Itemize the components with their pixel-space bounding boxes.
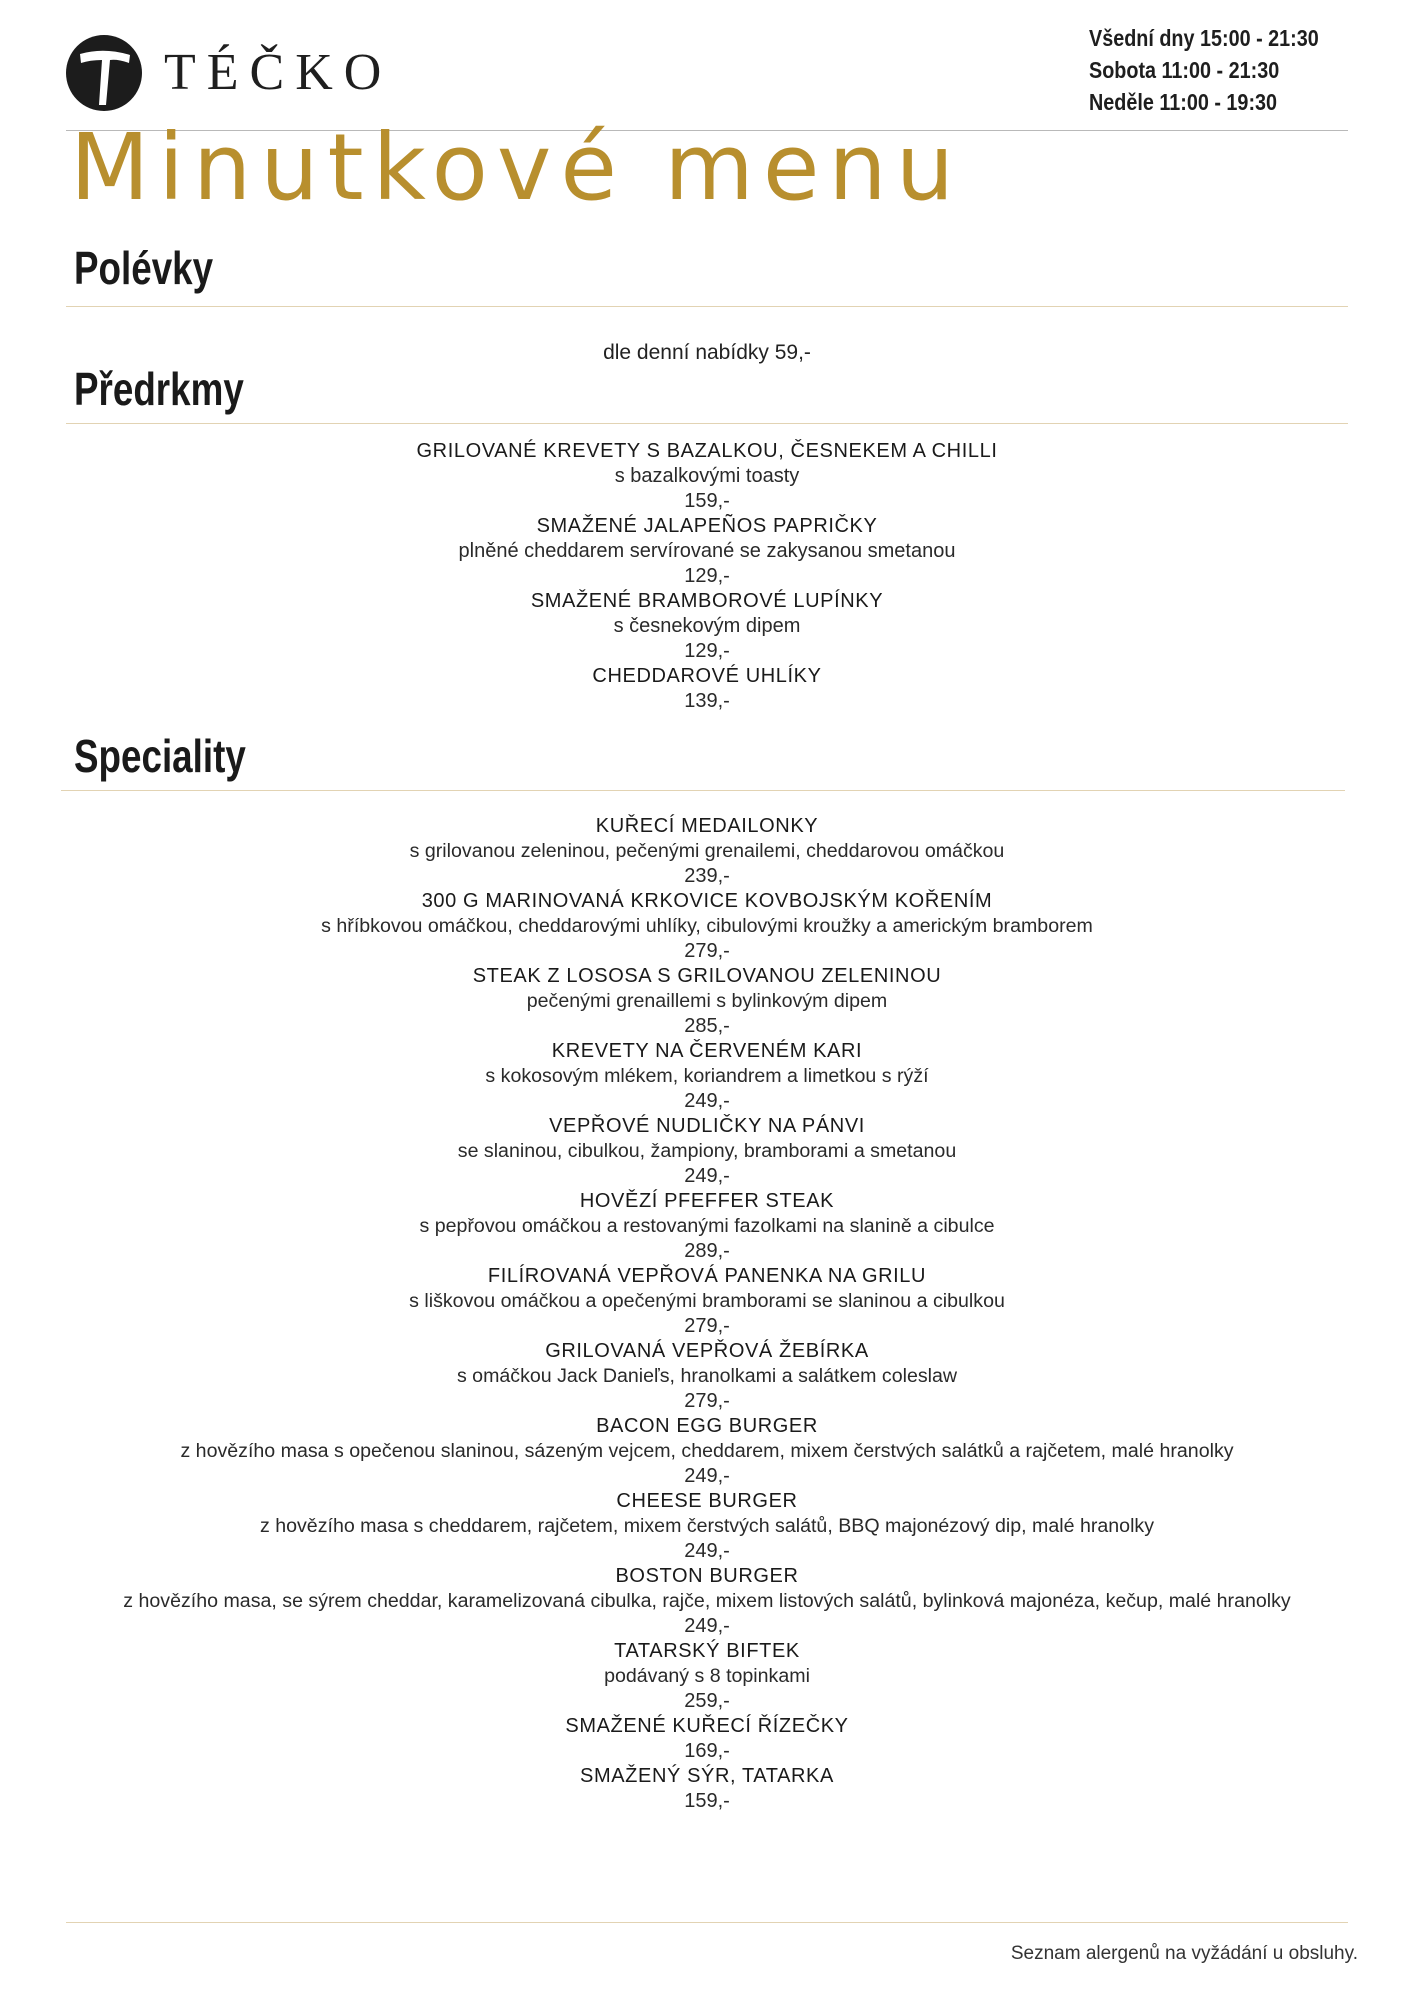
section-heading-soups: Polévky	[74, 242, 214, 294]
item-name: CHEESE BURGER	[616, 1490, 798, 1512]
item-name: STEAK Z LOSOSA S GRILOVANOU ZELENINOU	[472, 965, 942, 987]
item-description: podávaný s 8 topinkami	[604, 1665, 810, 1687]
list-item	[50, 1764, 1364, 1814]
specials-divider	[61, 790, 1345, 791]
opening-hours	[1089, 22, 1356, 118]
item-price: 169,-	[684, 1740, 730, 1762]
list-item	[50, 1189, 1364, 1264]
item-price: 129,-	[684, 565, 730, 587]
item-name: 300 G MARINOVANÁ KRKOVICE KOVBOJSKÝM KOŘENÍM	[421, 890, 993, 912]
item-description: z hovězího masa s cheddarem, rajčetem, mixem čerstvých salátů, BBQ majonézový dip, malé hranolky	[259, 1515, 1155, 1537]
item-name: KREVETY NA ČERVENÉM KARI	[551, 1040, 863, 1062]
item-description: z hovězího masa s opečenou slaninou, sázeným vejcem, cheddarem, mixem čerstvých salátků a rajčetem, malé hranolky	[180, 1440, 1234, 1462]
item-price: 249,-	[684, 1165, 730, 1187]
item-price: 259,-	[684, 1690, 730, 1712]
item-description: s česnekovým dipem	[613, 615, 801, 637]
list-item	[50, 1414, 1364, 1489]
item-description: z hovězího masa, se sýrem cheddar, karamelizovaná cibulka, rajče, mixem listových salátů, bylinková majonéza, kečup, malé hranolky	[123, 1590, 1291, 1612]
item-price: 129,-	[684, 640, 730, 662]
list-item	[50, 964, 1364, 1039]
hours-sunday: Neděle 11:00 - 19:30	[1088, 89, 1277, 115]
specials-list	[50, 814, 1364, 1814]
list-item	[50, 1339, 1364, 1414]
item-description: se slaninou, cibulkou, žampiony, bramborami a smetanou	[457, 1140, 957, 1162]
allergen-note: Seznam alergenů na vyžádání u obsluhy.	[1010, 1943, 1358, 1964]
item-price: 249,-	[684, 1615, 730, 1637]
soups-divider	[66, 306, 1348, 307]
list-item	[50, 1564, 1364, 1639]
list-item	[50, 664, 1364, 714]
item-description: s kokosovým mlékem, koriandrem a limetkou s rýží	[485, 1065, 929, 1087]
item-price: 249,-	[684, 1540, 730, 1562]
item-name: SMAŽENÉ BRAMBOROVÉ LUPÍNKY	[530, 590, 884, 612]
list-item	[50, 889, 1364, 964]
item-name: BOSTON BURGER	[615, 1565, 799, 1587]
list-item	[50, 1639, 1364, 1714]
starters-list	[50, 439, 1364, 714]
item-description: s liškovou omáčkou a opečenými bramborami se slaninou a cibulkou	[409, 1290, 1005, 1312]
starters-divider	[66, 423, 1348, 424]
list-item	[50, 514, 1364, 589]
item-price: 239,-	[684, 865, 730, 887]
item-description: s pepřovou omáčkou a restovanými fazolkami na slanině a cibulce	[419, 1215, 995, 1237]
list-item	[50, 1039, 1364, 1114]
item-name: SMAŽENÉ JALAPEÑOS PAPRIČKY	[536, 515, 878, 537]
item-description: s bazalkovými toasty	[614, 465, 800, 487]
item-price: 139,-	[684, 690, 730, 712]
list-item	[50, 589, 1364, 664]
item-name: HOVĚZÍ PFEFFER STEAK	[579, 1190, 835, 1212]
item-description: s omáčkou Jack Danieľs, hranolkami a salátkem coleslaw	[456, 1365, 958, 1387]
item-name: SMAŽENÉ KUŘECÍ ŘÍZEČKY	[565, 1715, 849, 1737]
logo	[66, 35, 392, 111]
item-price: 279,-	[684, 940, 730, 962]
section-heading-specials: Speciality	[74, 730, 246, 782]
hours-saturday: Sobota 11:00 - 21:30	[1088, 57, 1280, 83]
hours-weekdays: Všední dny 15:00 - 21:30	[1088, 25, 1319, 51]
item-name: SMAŽENÝ SÝR, TATARKA	[580, 1765, 834, 1787]
item-name: CHEDDAROVÉ UHLÍKY	[592, 665, 822, 687]
item-description: plněné cheddarem servírované se zakysanou smetanou	[458, 540, 956, 562]
footer-divider	[66, 1922, 1348, 1923]
item-description: s grilovanou zeleninou, pečenými grenailemi, cheddarovou omáčkou	[409, 840, 1005, 862]
list-item	[50, 439, 1364, 514]
item-name: BACON EGG BURGER	[596, 1415, 818, 1437]
item-name: FILÍROVANÁ VEPŘOVÁ PANENKA NA GRILU	[487, 1265, 927, 1287]
item-price: 279,-	[684, 1390, 730, 1412]
item-name: VEPŘOVÉ NUDLIČKY NA PÁNVI	[549, 1115, 865, 1137]
list-item	[50, 1489, 1364, 1564]
item-price: 279,-	[684, 1315, 730, 1337]
section-heading-starters: Předrkmy	[74, 363, 244, 415]
item-price: 285,-	[684, 1015, 730, 1037]
list-item	[50, 1114, 1364, 1189]
item-price: 159,-	[684, 490, 730, 512]
item-price: 249,-	[684, 1090, 730, 1112]
soups-note: dle denní nabídky 59,-	[603, 341, 811, 364]
page-title: Minutkové menu	[70, 114, 964, 221]
logo-t-icon	[66, 35, 142, 111]
item-price: 159,-	[684, 1790, 730, 1812]
list-item	[50, 1714, 1364, 1764]
item-name: GRILOVANÉ KREVETY S BAZALKOU, ČESNEKEM A CHILLI	[416, 440, 998, 462]
item-price: 249,-	[684, 1465, 730, 1487]
list-item	[50, 814, 1364, 889]
item-description: pečenými grenaillemi s bylinkovým dipem	[526, 990, 888, 1012]
item-price: 289,-	[684, 1240, 730, 1262]
logo-wordmark: TÉČKO	[164, 44, 393, 101]
item-name: TATARSKÝ BIFTEK	[614, 1640, 800, 1662]
list-item	[50, 1264, 1364, 1339]
item-name: GRILOVANÁ VEPŘOVÁ ŽEBÍRKA	[545, 1340, 869, 1362]
item-name: KUŘECÍ MEDAILONKY	[595, 815, 819, 837]
item-description: s hříbkovou omáčkou, cheddarovými uhlíky, cibulovými kroužky a americkým bramborem	[321, 915, 1093, 937]
